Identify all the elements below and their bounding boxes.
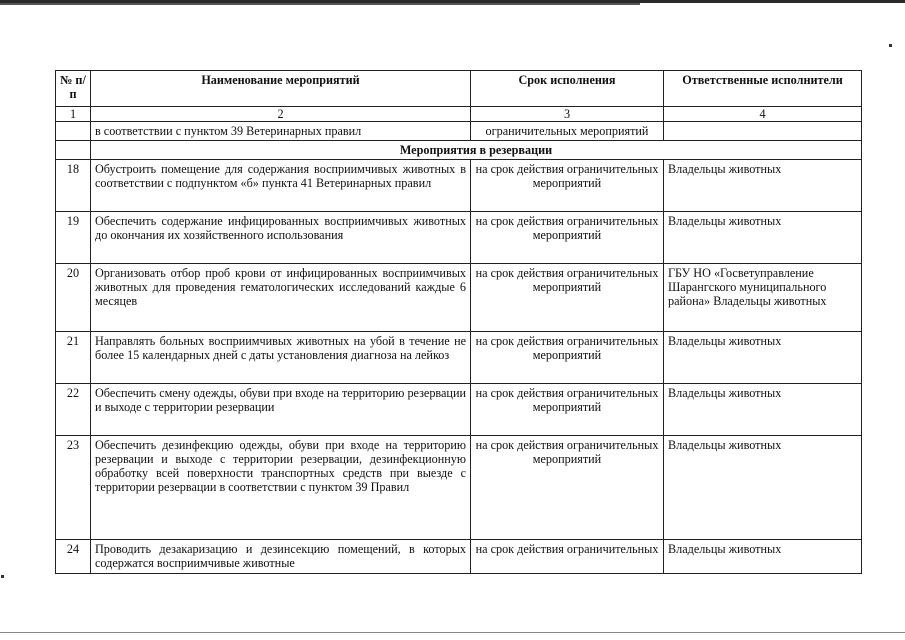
column-number: 1 xyxy=(56,107,91,122)
section-row xyxy=(56,141,862,160)
row-term: на срок действия ограничительных xyxy=(471,540,664,574)
row-term: на срок действия ограничительных мероприятий xyxy=(471,212,664,264)
row-responsible: Владельцы животных xyxy=(664,160,862,212)
table-row xyxy=(56,264,862,332)
scan-edge-bottom xyxy=(0,632,905,633)
header-num: № п/п xyxy=(56,71,91,107)
row-number: 18 xyxy=(56,160,91,212)
scan-speck xyxy=(889,44,892,47)
header-row xyxy=(56,71,862,107)
row-term: на срок действия ограничительных мероприятий xyxy=(471,264,664,332)
table-row xyxy=(56,160,862,212)
row-measure: Обеспечить смену одежды, обуви при входе на территорию резервации и выходе с территории резервации xyxy=(91,384,471,436)
row-number: 24 xyxy=(56,540,91,574)
row-term-cell: ограничительных мероприятий xyxy=(471,122,664,141)
row-measure: Обустроить помещение для содержания восприимчивых животных в соответствии с подпунктом «б» пункта 41 Ветеринарных правил xyxy=(91,160,471,212)
row-num-cell xyxy=(56,122,91,141)
header-term: Срок исполнения xyxy=(471,71,664,107)
row-term: на срок действия ограничительных мероприятий xyxy=(471,436,664,540)
table-row xyxy=(56,332,862,384)
row-number: 22 xyxy=(56,384,91,436)
row-measure: Обеспечить дезинфекцию одежды, обуви при входе на территорию резервации и выходе с территории резервации, дезинфекционную обработку всей поверхности транспортных средств при выезде с территории резервации в соответствии с пунктом 39 Правил xyxy=(91,436,471,540)
row-measure: Проводить дезакаризацию и дезинсекцию помещений, в которых содержатся восприимчивые животные xyxy=(91,540,471,574)
table-row xyxy=(56,384,862,436)
row-measure: Обеспечить содержание инфицированных восприимчивых животных до окончания их хозяйственного использования xyxy=(91,212,471,264)
table-row xyxy=(56,540,862,574)
row-measure: Направлять больных восприимчивых животных на убой в течение не более 15 календарных дней с даты установления диагноза на лейкоз xyxy=(91,332,471,384)
row-number: 20 xyxy=(56,264,91,332)
column-number-row xyxy=(56,107,862,122)
section-title: Мероприятия в резервации xyxy=(91,141,862,160)
column-number: 2 xyxy=(91,107,471,122)
row-responsible: Владельцы животных xyxy=(664,384,862,436)
scan-speck xyxy=(1,575,4,578)
row-responsible: Владельцы животных xyxy=(664,212,862,264)
header-name: Наименование мероприятий xyxy=(91,71,471,107)
row-num-cell xyxy=(56,141,91,160)
column-number: 4 xyxy=(664,107,862,122)
row-term: на срок действия ограничительных мероприятий xyxy=(471,332,664,384)
column-number: 3 xyxy=(471,107,664,122)
row-number: 23 xyxy=(56,436,91,540)
measures-table xyxy=(55,70,862,574)
row-term: на срок действия ограничительных мероприятий xyxy=(471,384,664,436)
row-responsible: ГБУ НО «Госветуправление Шарангского муниципального района» Владельцы животных xyxy=(664,264,862,332)
scan-edge-top-shadow xyxy=(0,3,640,5)
row-responsible: Владельцы животных xyxy=(664,436,862,540)
row-number: 19 xyxy=(56,212,91,264)
row-responsible-cell xyxy=(664,122,862,141)
row-responsible: Владельцы животных xyxy=(664,540,862,574)
row-measure: Организовать отбор проб крови от инфицированных восприимчивых животных для проведения гематологических исследований каждые 6 месяцев xyxy=(91,264,471,332)
row-term: на срок действия ограничительных мероприятий xyxy=(471,160,664,212)
table-row xyxy=(56,212,862,264)
header-responsible: Ответственные исполнители xyxy=(664,71,862,107)
row-responsible: Владельцы животных xyxy=(664,332,862,384)
continuation-row xyxy=(56,122,862,141)
table-row xyxy=(56,436,862,540)
row-number: 21 xyxy=(56,332,91,384)
row-name-cell: в соответствии с пунктом 39 Ветеринарных правил xyxy=(91,122,471,141)
